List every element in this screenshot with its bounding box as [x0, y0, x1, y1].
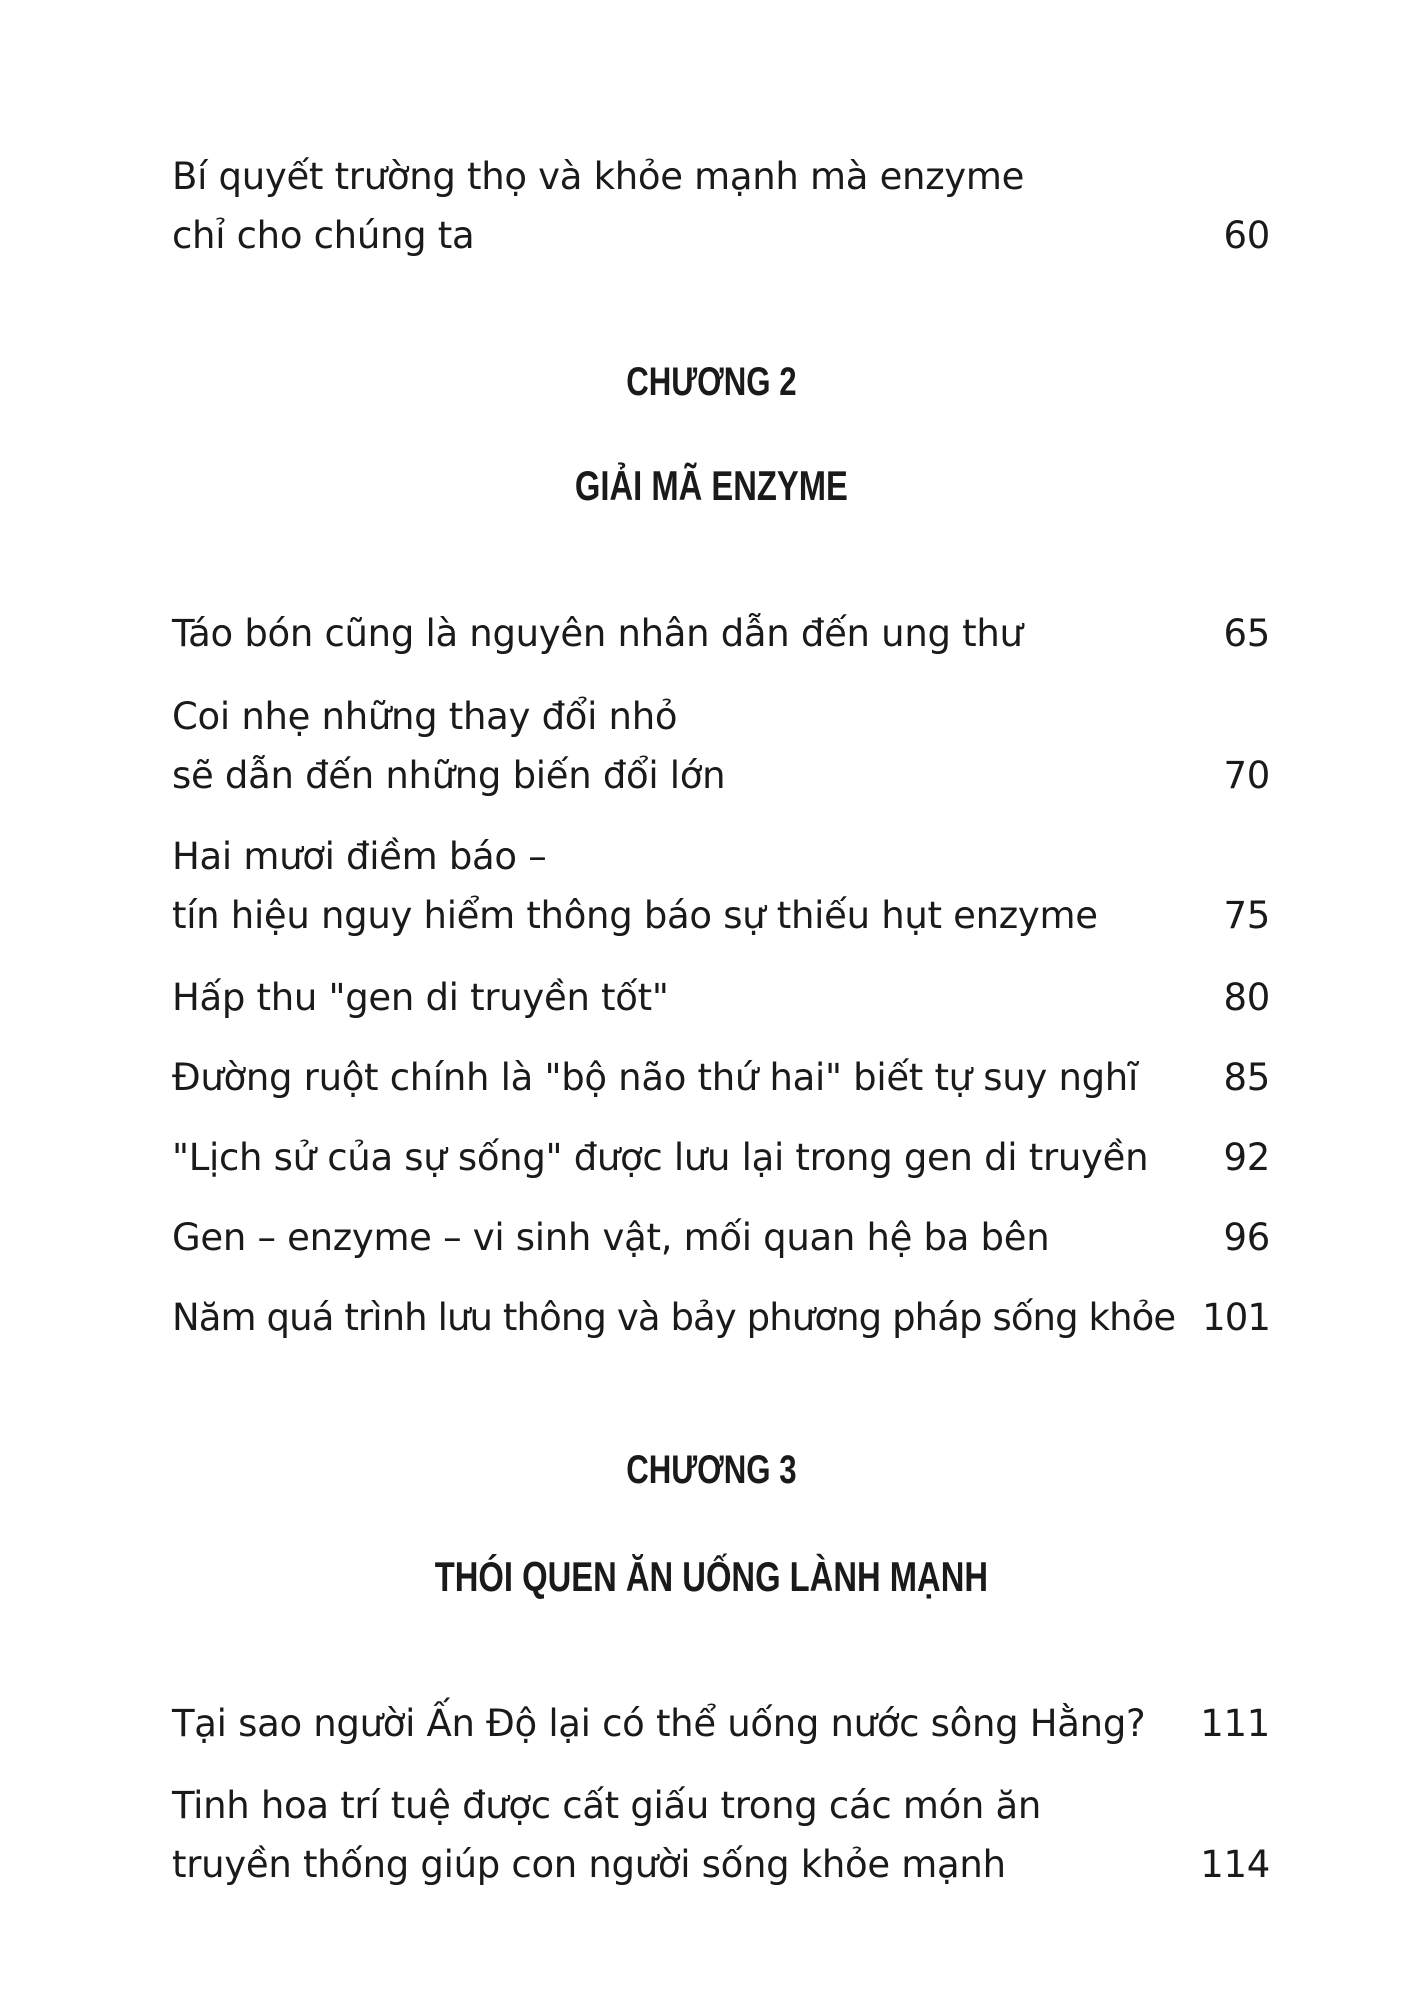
toc-entry — [172, 687, 1270, 805]
entry-line: Đường ruột chính là "bộ não thứ hai" biết tự suy nghĩ — [172, 1056, 1138, 1099]
chapter-title: THÓI QUEN ĂN UỐNG LÀNH MẠNH — [434, 1553, 989, 1600]
toc-entry — [172, 604, 1270, 663]
entry-line: Gen – enzyme – vi sinh vật, mối quan hệ ba bên — [172, 1216, 1050, 1259]
page-number: 101 — [1202, 1296, 1270, 1339]
chapter-label: CHƯƠNG 3 — [626, 1448, 797, 1492]
page-number: 60 — [1223, 214, 1270, 257]
toc-entry — [172, 827, 1270, 945]
entry-line: sẽ dẫn đến những biến đổi lớn — [172, 754, 726, 797]
page-number: 92 — [1223, 1136, 1270, 1179]
entry-line: "Lịch sử của sự sống" được lưu lại trong gen di truyền — [172, 1136, 1149, 1179]
toc-entry — [172, 1048, 1270, 1107]
entry-line: Tại sao người Ấn Độ lại có thể uống nước sông Hằng? — [172, 1702, 1146, 1745]
page-number: 114 — [1200, 1843, 1270, 1886]
entry-line: chỉ cho chúng ta — [172, 214, 475, 257]
page-number: 70 — [1223, 754, 1270, 797]
page-number: 65 — [1223, 612, 1270, 655]
entry-line: Hấp thu "gen di truyền tốt" — [172, 976, 669, 1019]
page-number: 96 — [1223, 1216, 1270, 1259]
toc-entry — [172, 1288, 1270, 1347]
chapter-title: GIẢI MÃ ENZYME — [574, 462, 848, 509]
toc-entry — [172, 1776, 1270, 1894]
page-number: 80 — [1223, 976, 1270, 1019]
toc-entry — [172, 147, 1270, 265]
toc-entry — [172, 1128, 1270, 1187]
toc-entry — [172, 1208, 1270, 1267]
entry-line: Bí quyết trường thọ và khỏe mạnh mà enzyme — [172, 155, 1025, 198]
entry-line: Năm quá trình lưu thông và bảy phương pháp sống khỏe — [172, 1296, 1176, 1339]
entry-line: Coi nhẹ những thay đổi nhỏ — [172, 695, 678, 738]
chapter-label: CHƯƠNG 2 — [626, 360, 797, 404]
toc-entry — [172, 968, 1270, 1027]
page-number: 111 — [1200, 1702, 1270, 1745]
entry-line: tín hiệu nguy hiểm thông báo sự thiếu hụt enzyme — [172, 894, 1098, 937]
toc-entry — [172, 1694, 1270, 1753]
page-number: 75 — [1223, 894, 1270, 937]
page-number: 85 — [1223, 1056, 1270, 1099]
entry-line: truyền thống giúp con người sống khỏe mạnh — [172, 1843, 1006, 1886]
entry-line: Hai mươi điềm báo – — [172, 835, 547, 878]
entry-line: Táo bón cũng là nguyên nhân dẫn đến ung thư — [172, 612, 1023, 655]
entry-line: Tinh hoa trí tuệ được cất giấu trong các món ăn — [172, 1784, 1042, 1827]
